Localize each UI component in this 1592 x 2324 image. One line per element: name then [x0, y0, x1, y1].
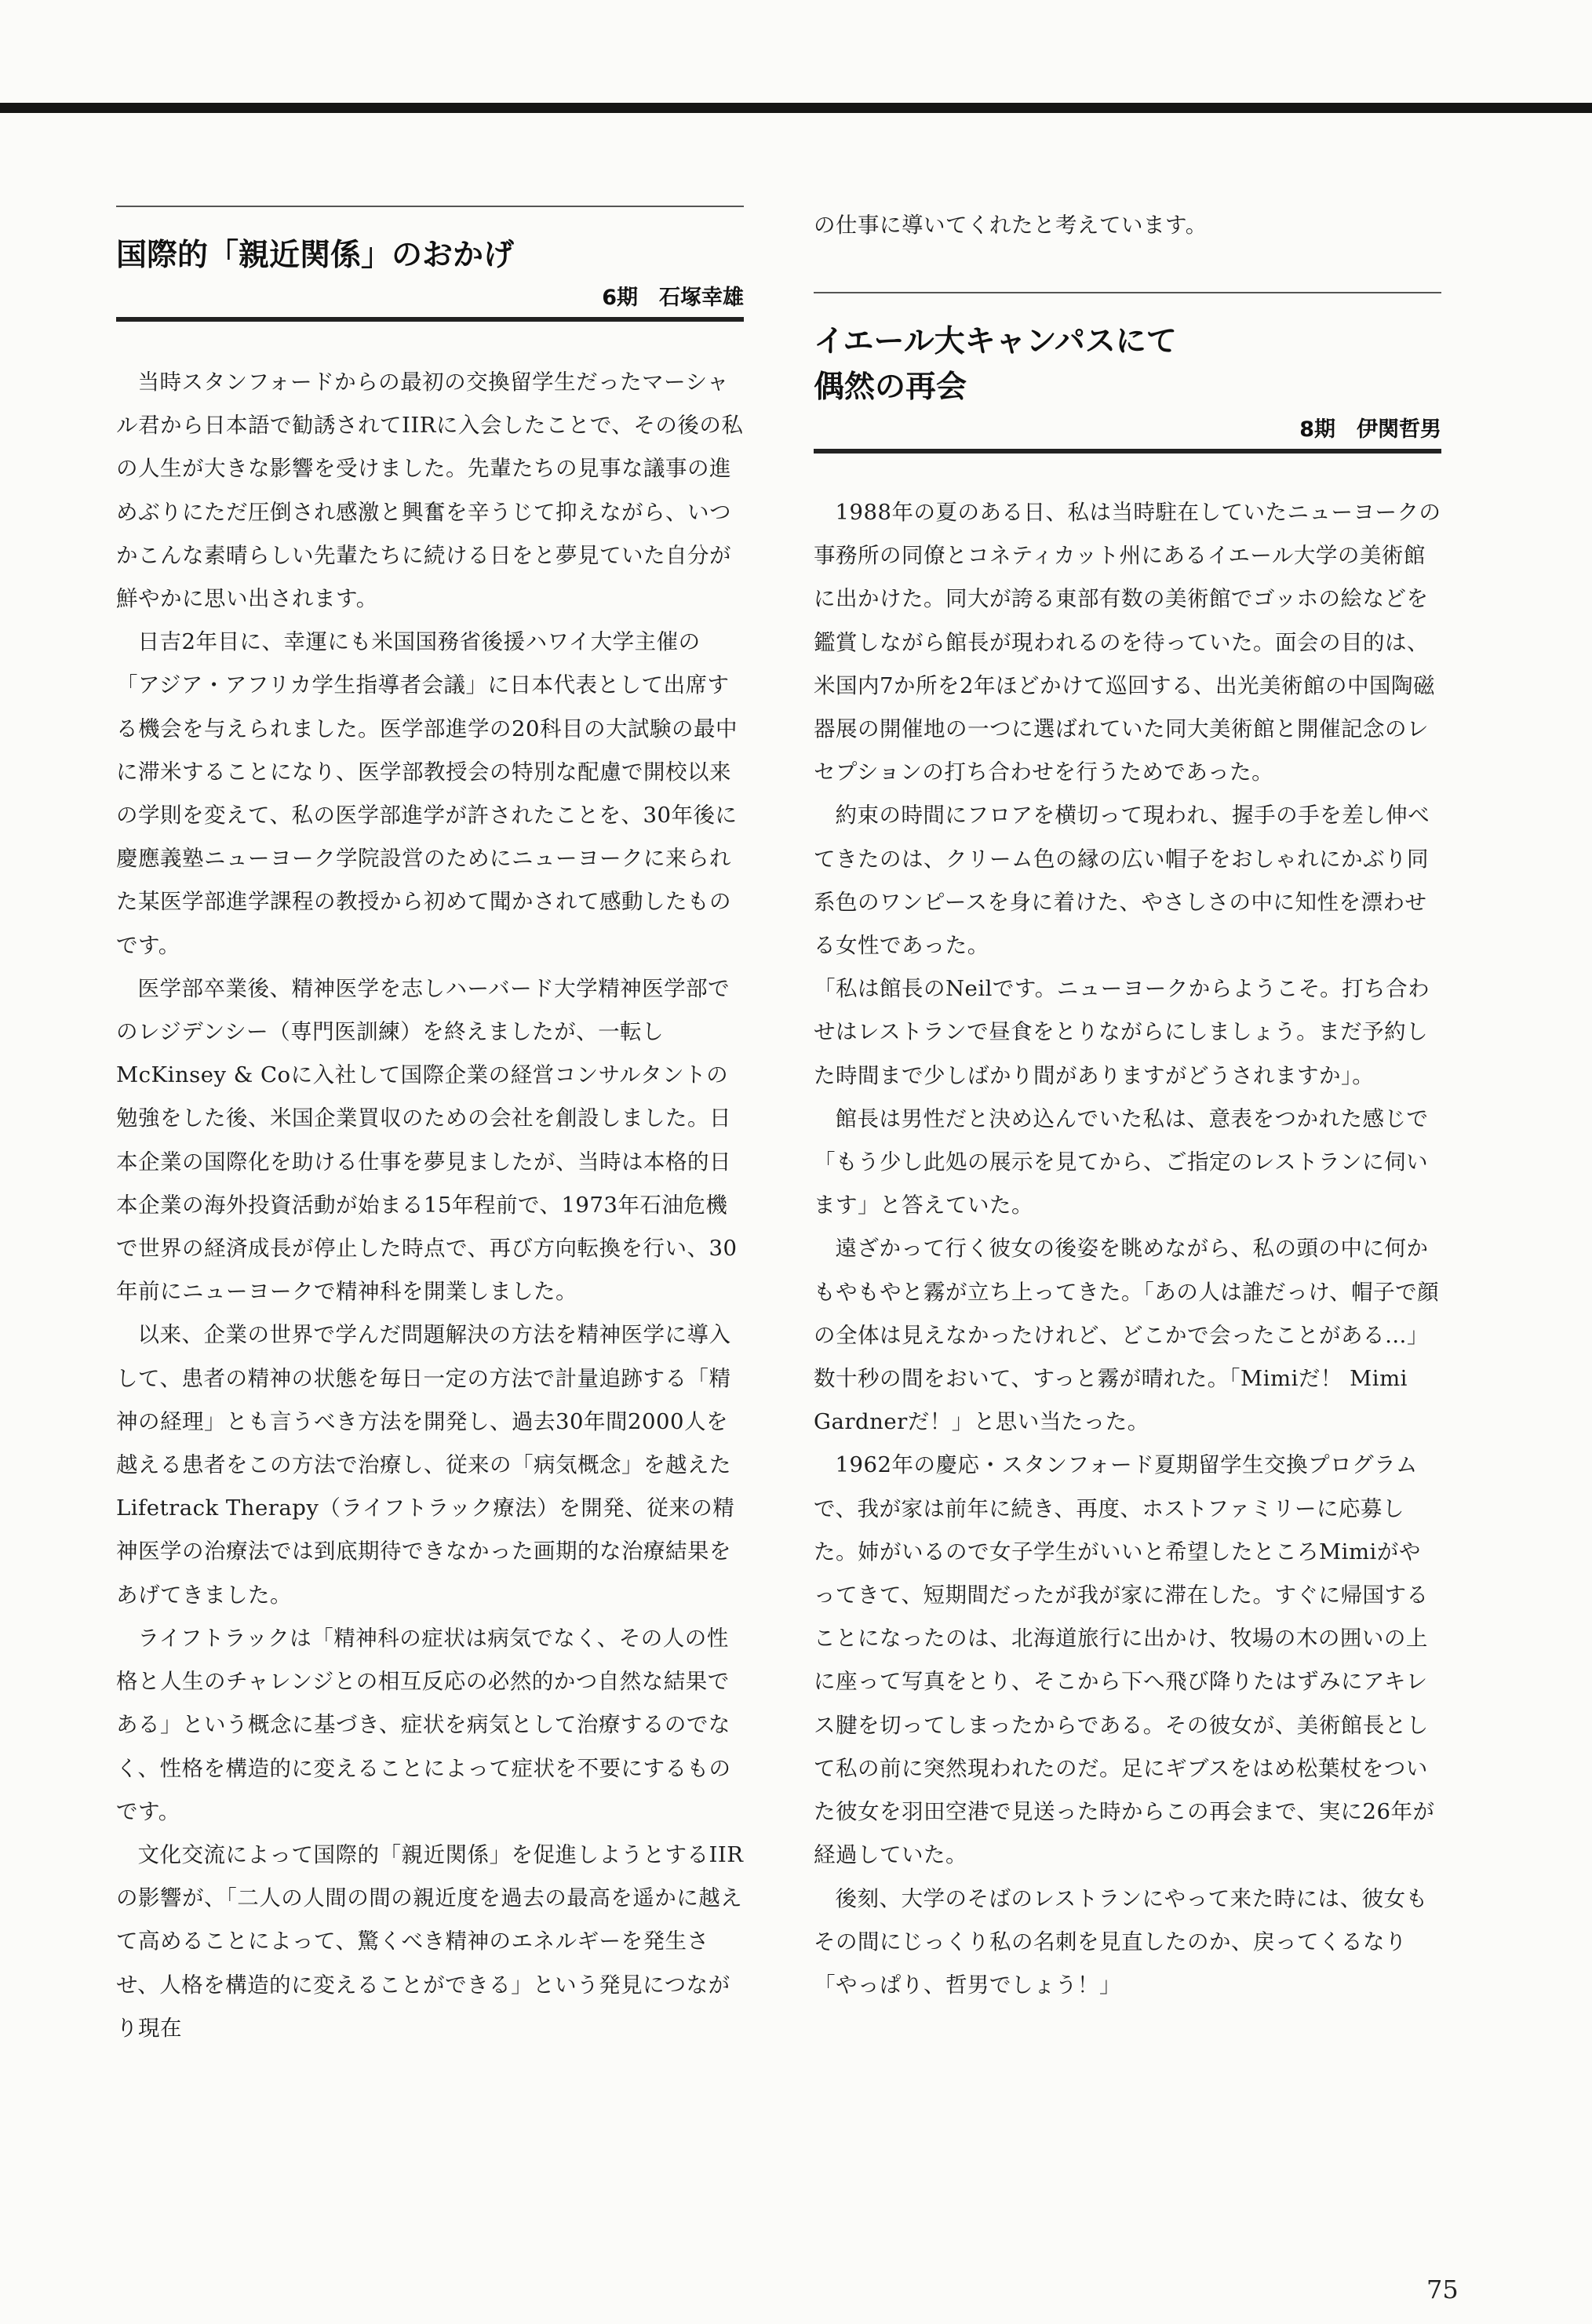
title-top-rule: [116, 206, 744, 207]
page-number: 75: [1426, 2275, 1459, 2304]
paragraph: 遠ざかって行く彼女の後姿を眺めながら、私の頭の中に何かもやもやと霧が立ち上ってきた。「あの人は誰だっけ、帽子で顔の全体は見えなかったけれど、どこかで会ったことがある…」数十秒の間をおいて、すっと霧が晴れた。「Mimiだ！ Mimi Gardnerだ！」と思い当たった。: [814, 1236, 1440, 1435]
paragraph: ライフトラックは「精神科の症状は病気でなく、その人の性格と人生のチャレンジとの相互反応の必然的かつ自然な結果である」という概念に基づき、症状を病気として治療するのでなく、性格を構造的に変えることによって症状を不要にするものです。: [116, 1625, 731, 1824]
paragraph: 館長は男性だと決め込んでいた私は、意表をつかれた感じで「もう少し此処の展示を見てから、ご指定のレストランに伺います」と答えていた。: [814, 1106, 1429, 1218]
paragraph: 文化交流によって国際的「親近関係」を促進しようとするIIRの影響が、「二人の人間の間の親近度を過去の最高を遥かに越えて高めることによって、驚くべき精神のエネルギーを発生させ、人格を構造的に変えることができる」という発見につながり現在: [116, 1841, 744, 2041]
left-article-author: 6期 石塚幸雄: [602, 286, 744, 310]
paragraph: 当時スタンフォードからの最初の交換留学生だったマーシャル君から日本語で勧誘されてIIRに入会したことで、その後の私の人生が大きな影響を受けました。先輩たちの見事な議事の進めぶりにただ圧倒され感激と興奮を辛うじて抑えながら、いつかこんな素晴らしい先輩たちに続ける日をと夢見ていた自分が鮮やかに思い出されます。: [116, 370, 744, 612]
right-article-title-line2: 偶然の再会: [814, 370, 967, 405]
left-article-title: 国際的「親近関係」のおかげ: [116, 238, 515, 273]
paragraph: 1962年の慶応・スタンフォード夏期留学生交換プログラムで、我が家は前年に続き、再度、ホストファミリーに応募した。姉がいるので女子学生がいいと希望したところMimiがやってきて、短期間だったが我が家に滞在した。すぐに帰国することになったのは、北海道旅行に出かけ、牧場の木の囲いの上に座って写真をとり、そこから下へ飛び降りたはずみにアキレス腱を切ってしまったからである。その彼女が、美術館長として私の前に突然現われたのだ。足にギブスをはめ松葉杖をついた彼女を羽田空港で見送った時からこの再会まで、実に26年が経過していた。: [814, 1452, 1435, 1868]
right-article-author: 8期 伊関哲男: [1299, 417, 1441, 442]
paragraph: 1988年の夏のある日、私は当時駐在していたニューヨークの事務所の同僚とコネティカット州にあるイエール大学の美術館に出かけた。同大が誇る東部有数の美術館でゴッホの絵などを鑑賞しながら館長が現われるのを待っていた。面会の目的は、米国内7か所を2年ほどかけて巡回する、出光美術館の中国陶磁器展の開催地の一つに選ばれていた同大美術館と開催記念のレセプションの打ち合わせを行うためであった。: [814, 500, 1441, 785]
paragraph: 日吉2年目に、幸運にも米国国務省後援ハワイ大学主催の「アジア・アフリカ学生指導者会議」に日本代表として出席する機会を与えられました。医学部進学の20科目の大試験の最中に滞米することになり、医学部教授会の特別な配慮で開校以来の学則を変えて、私の医学部進学が許されたことを、30年後に慶應義塾ニューヨーク学院設営のためにニューヨークに来られた某医学部進学課程の教授から初めて聞かされて感動したものです。: [116, 629, 738, 958]
paragraph: 医学部卒業後、精神医学を志しハーバード大学精神医学部でのレジデンシー（専門医訓練）を終えましたが、一転しMcKinsey & Coに入社して国際企業の経営コンサルタントの勉強をした後、米国企業買収のための会社を創設しました。日本企業の国際化を助ける仕事を夢見ましたが、当時は本格的日本企業の海外投資活動が始まる15年程前で、1973年石油危機で世界の経済成長が停止した時点で、再び方向転換を行い、30年前にニューヨークで精神科を開業しました。: [116, 975, 738, 1305]
paragraph: 後刻、大学のそばのレストランにやって来た時には、彼女もその間にじっくり私の名刺を見直したのか、戻ってくるなり「やっぱり、哲男でしょう！」: [814, 1885, 1428, 1998]
page-top-bar: [0, 103, 1592, 113]
right-article-title-line1: イエール大キャンパスにて: [814, 324, 1177, 359]
left-article-body: [116, 361, 744, 2050]
title-top-rule: [814, 292, 1441, 293]
paragraph: の仕事に導いてくれたと考えています。: [814, 213, 1208, 238]
title-bottom-rule: [814, 449, 1441, 454]
paragraph: 「私は館長のNeilです。ニューヨークからようこそ。打ち合わせはレストランで昼食をとりながらにしましょう。まだ予約した時間まで少しばかり間がありますがどうされますか」。: [814, 976, 1430, 1088]
title-bottom-rule: [116, 317, 744, 322]
paragraph: 以来、企業の世界で学んだ問題解決の方法を精神医学に導入して、患者の精神の状態を毎日一定の方法で計量追跡する「精神の経理」とも言うべき方法を開発し、過去30年間2000人を越える患者をこの方法で治療し、従来の「病気概念」を越えたLifetrack Therapy（ライフトラック療法）を開発、従来の精神医学の治療法では到底期待できなかった画期的な治療結果をあげてきました。: [116, 1322, 735, 1608]
right-article-body: [814, 491, 1441, 2007]
continuation-text: [814, 204, 1441, 247]
paragraph: 約束の時間にフロアを横切って現われ、握手の手を差し伸べてきたのは、クリーム色の縁の広い帽子をおしゃれにかぶり同系色のワンピースを身に着けた、やさしさの中に知性を漂わせる女性であった。: [814, 803, 1430, 959]
